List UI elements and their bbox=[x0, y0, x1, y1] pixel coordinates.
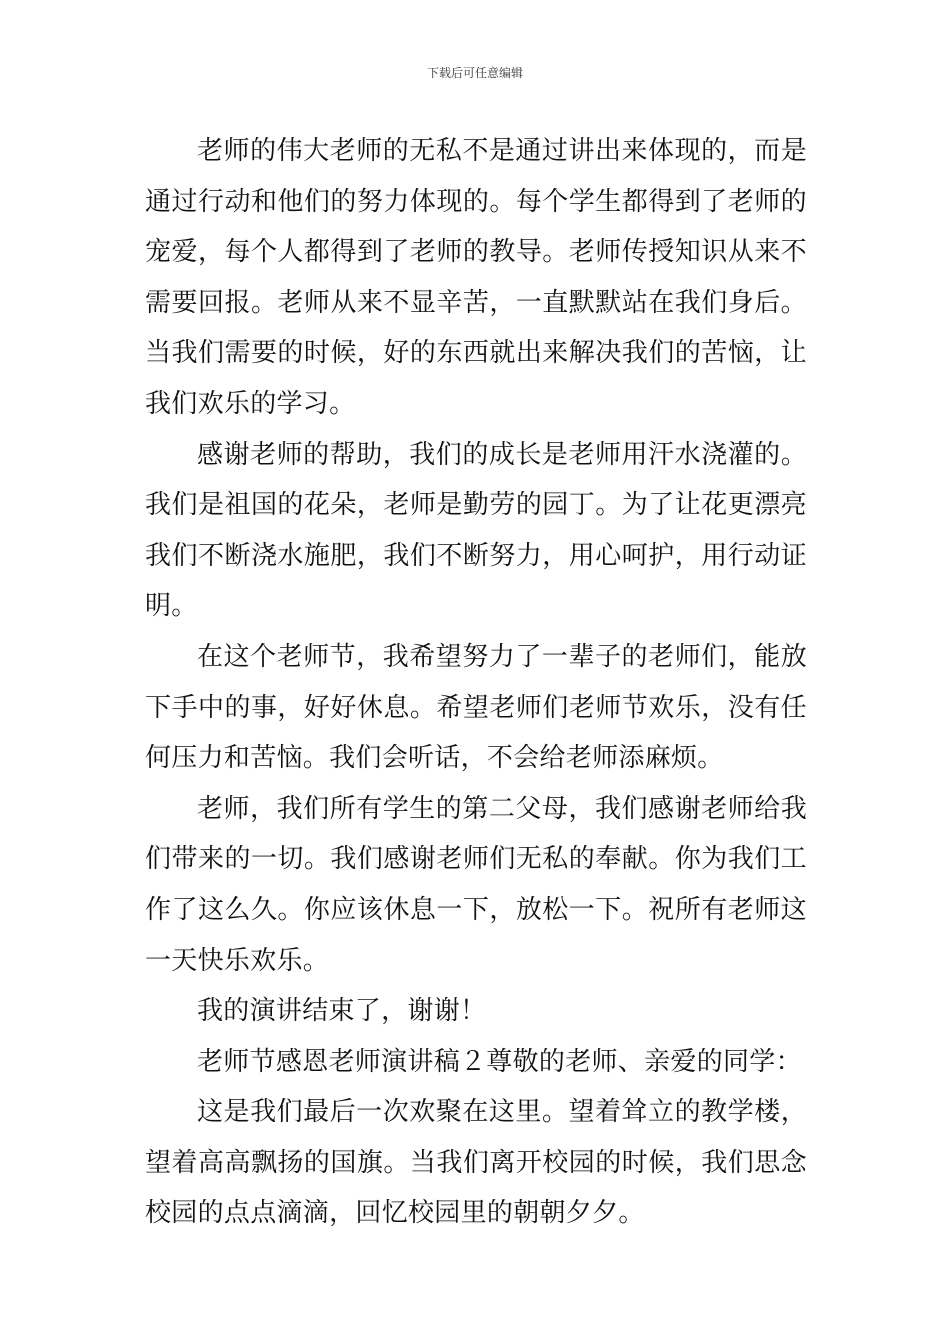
paragraph-6: 老师节感恩老师演讲稿２尊敬的老师、亲爱的同学： bbox=[197, 1046, 802, 1077]
page-header-note: 下载后可任意编辑 bbox=[426, 66, 523, 80]
paragraph-5: 我的演讲结束了，谢谢！ bbox=[197, 996, 487, 1027]
paragraph-1: 老师的伟大老师的无私不是通过讲出来体现的，而是通过行动和他们的努力体现的。每个学生都得到了老师的宠爱，每个人都得到了老师的教导。老师传授知识从来不需要回报。老师从来不显辛苦，一直默默站在我们身后。当我们需要的时候，好的东西就出来解决我们的苦恼，让我们欢乐的学习。 bbox=[145, 136, 807, 419]
paragraph-2: 感谢老师的帮助，我们的成长是老师用汗水浇灌的。我们是祖国的花朵，老师是勤劳的园丁。为了让花更漂亮我们不断浇水施肥，我们不断努力，用心呵护，用行动证明。 bbox=[145, 439, 807, 622]
paragraph-3: 在这个老师节，我希望努力了一辈子的老师们，能放下手中的事，好好休息。希望老师们老师节欢乐，没有任何压力和苦恼。我们会听话，不会给老师添麻烦。 bbox=[145, 641, 807, 774]
document-body bbox=[145, 126, 807, 1239]
paragraph-7: 这是我们最后一次欢聚在这里。望着耸立的教学楼，望着高高飘扬的国旗。当我们离开校园的时候，我们思念校园的点点滴滴，回忆校园里的朝朝夕夕。 bbox=[145, 1097, 807, 1229]
paragraph-4: 老师，我们所有学生的第二父母，我们感谢老师给我们带来的一切。我们感谢老师们无私的奉献。你为我们工作了这么久。你应该休息一下，放松一下。祝所有老师这一天快乐欢乐。 bbox=[145, 793, 807, 976]
